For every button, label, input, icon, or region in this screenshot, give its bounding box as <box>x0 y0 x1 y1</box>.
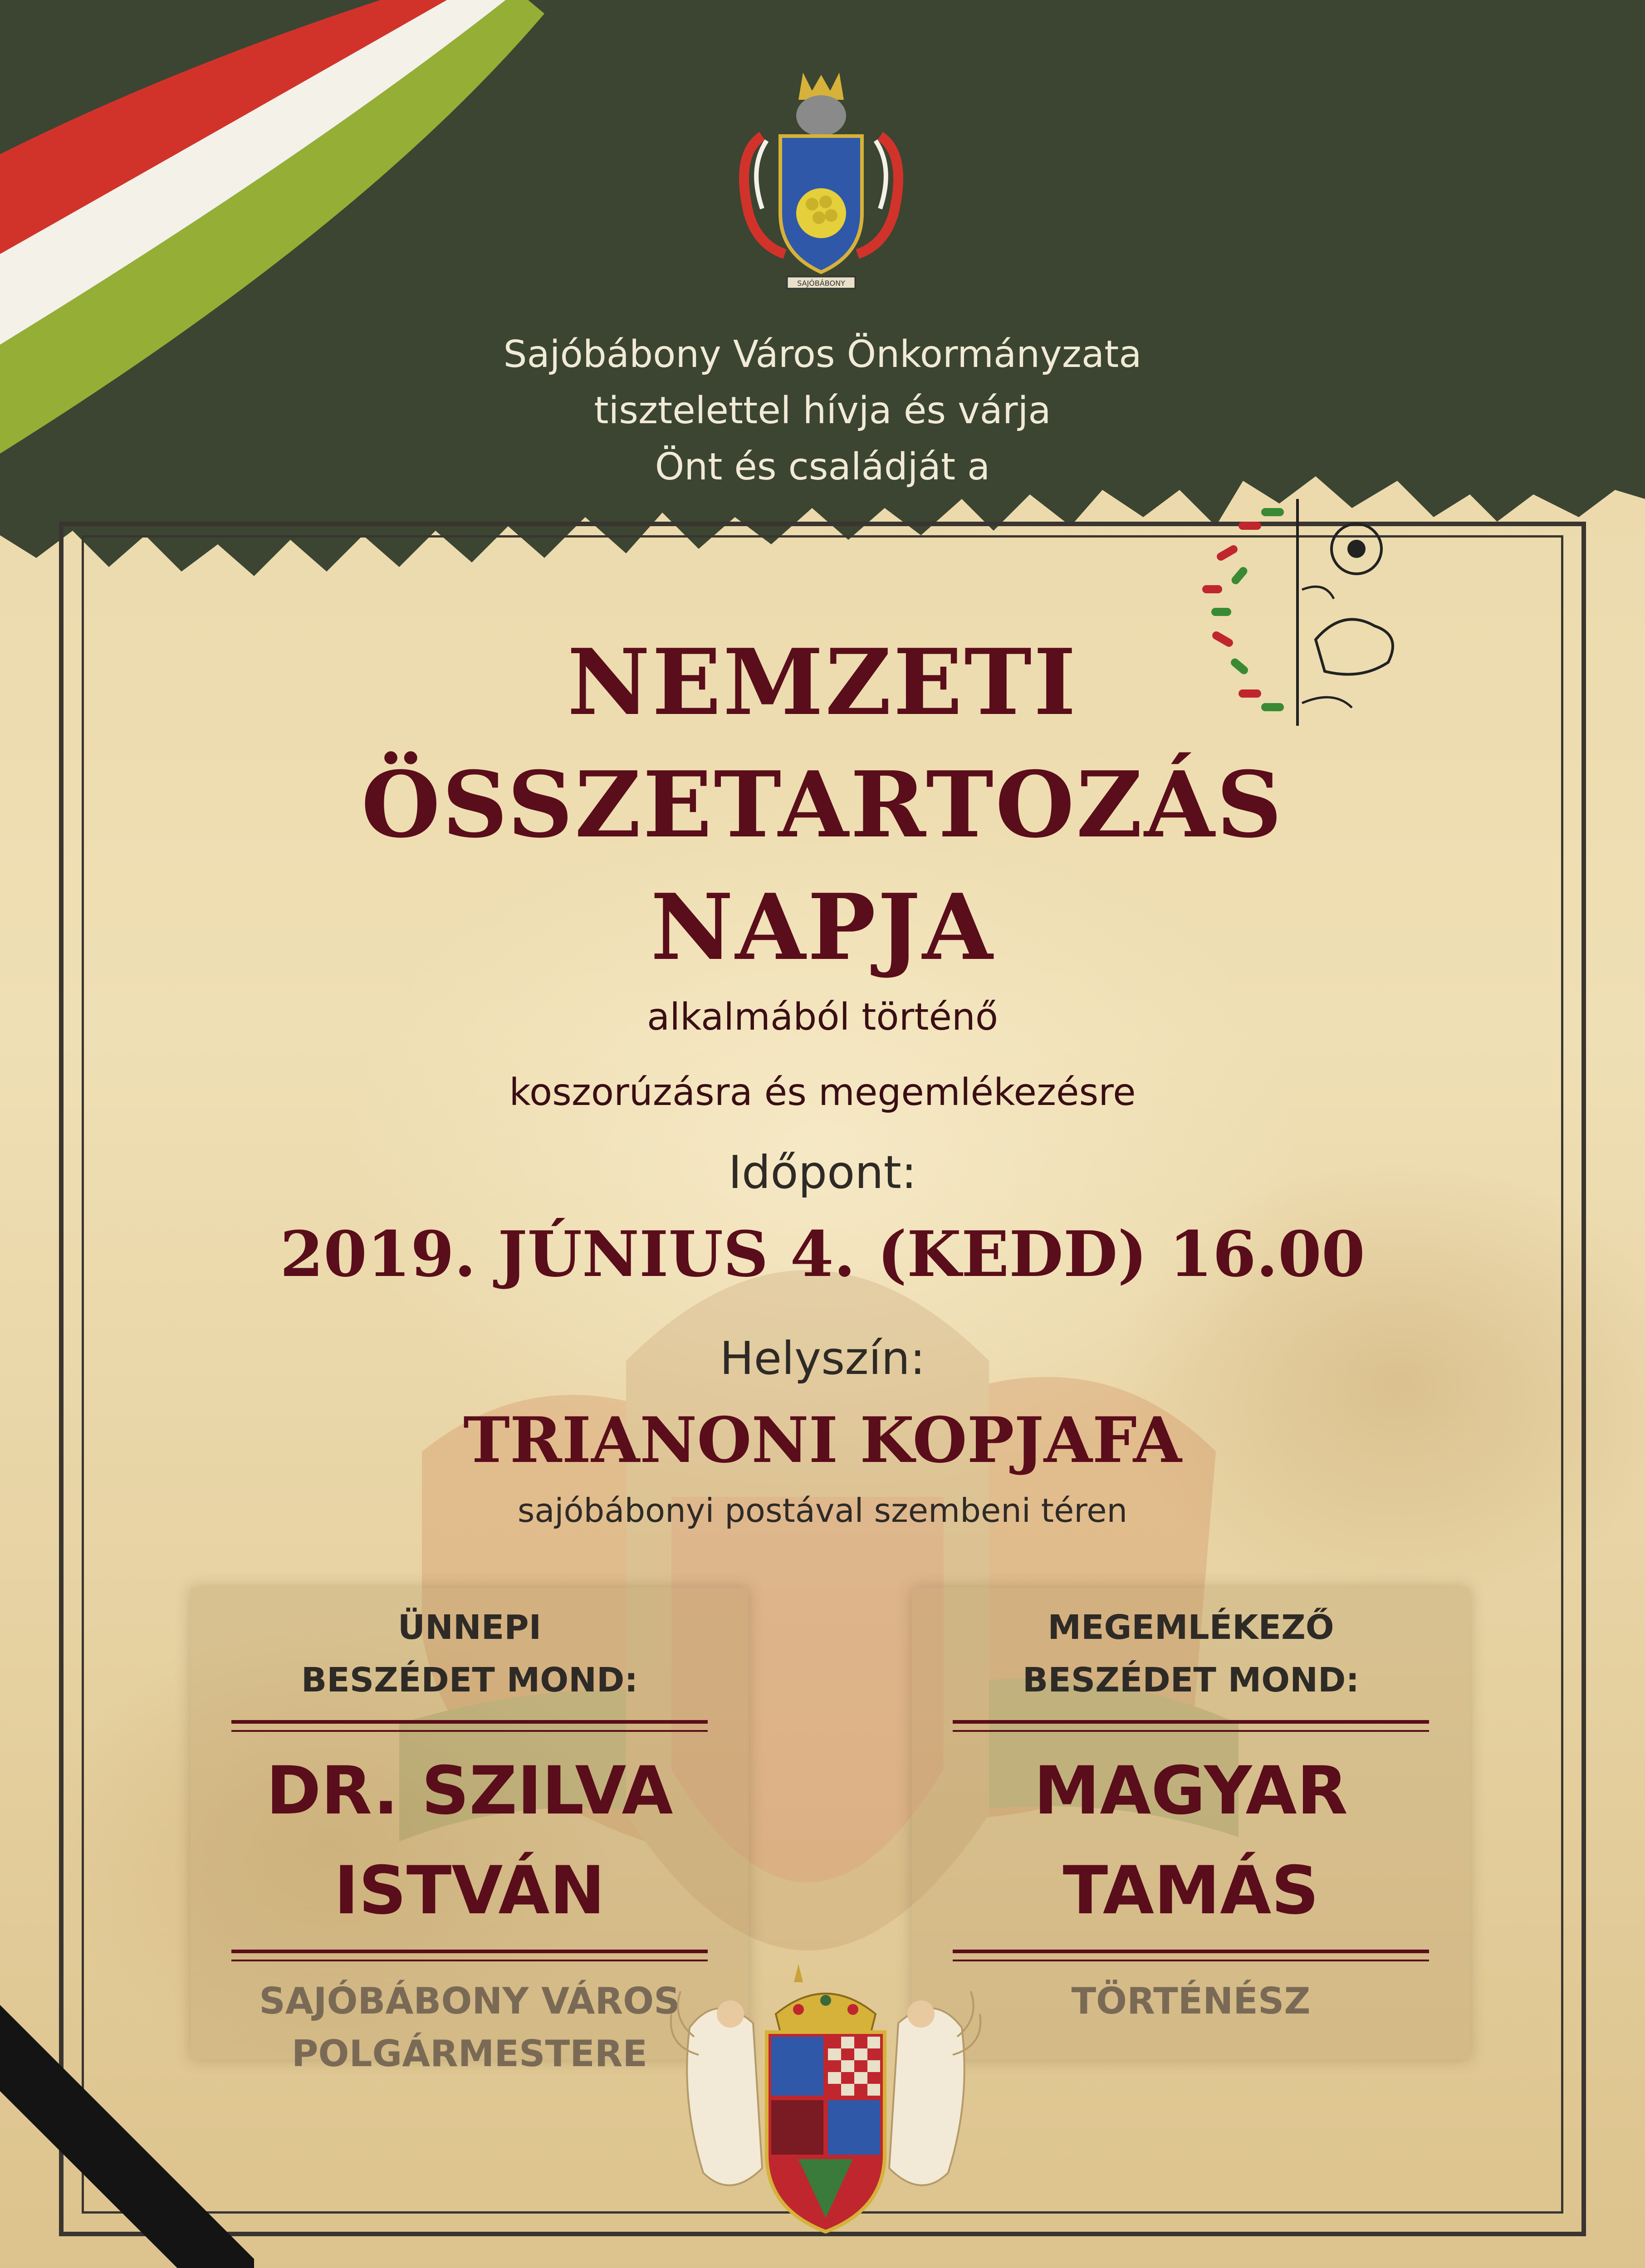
divider <box>231 1720 708 1732</box>
occasion-line-1: alkalmából történő <box>646 996 999 1039</box>
event-place: TRIANONI KOPJAFA <box>463 1403 1182 1477</box>
crest-banner-text: SAJÓBÁBONY <box>797 279 845 288</box>
speaker-position-line-1: TÖRTÉNÉSZ <box>1071 1980 1311 2022</box>
title-line-1: NEMZETI <box>567 629 1078 736</box>
speaker-role-line-2: BESZÉDET MOND: <box>1022 1661 1360 1700</box>
speaker-name <box>191 1741 749 1941</box>
speaker-role-line-1: MEGEMLÉKEZŐ <box>1048 1608 1334 1647</box>
speaker-card <box>912 1588 1470 2059</box>
speaker-name-line-2: ISTVÁN <box>334 1852 605 1929</box>
speaker-name-line-2: TAMÁS <box>1062 1852 1319 1929</box>
divider <box>953 1950 1429 1961</box>
event-date-time: 2019. JÚNIUS 4. (KEDD) 16.00 <box>280 1217 1365 1291</box>
speaker-role-line-1: ÜNNEPI <box>397 1608 542 1647</box>
main-title <box>0 621 1645 989</box>
divider <box>231 1950 708 1961</box>
time-label: Időpont: <box>728 1146 917 1199</box>
speaker-role <box>191 1601 749 1706</box>
header-line-2: tisztelettel hívja és várja <box>594 389 1051 432</box>
place-label: Helyszín: <box>720 1332 925 1385</box>
header-line-1: Sajóbábony Város Önkormányzata <box>503 333 1142 376</box>
speaker-name <box>912 1741 1470 1941</box>
city-coat-of-arms-icon <box>730 64 912 290</box>
speaker-name-line-1: DR. SZILVA <box>266 1752 673 1829</box>
speaker-position-line-2: POLGÁRMESTERE <box>291 2033 648 2075</box>
title-line-3: NAPJA <box>650 874 995 981</box>
place-note: sajóbábonyi postával szembeni téren <box>517 1491 1128 1530</box>
occasion-text <box>0 980 1645 1130</box>
speaker-role <box>912 1601 1470 1706</box>
speaker-name-line-1: MAGYAR <box>1033 1752 1348 1829</box>
header-text <box>0 327 1645 495</box>
speaker-position-line-1: SAJÓBÁBONY VÁROS <box>259 1980 680 2022</box>
title-line-2: ÖSSZETARTOZÁS <box>361 752 1284 858</box>
speaker-role-line-2: BESZÉDET MOND: <box>301 1661 638 1700</box>
speaker-position <box>912 1975 1470 2028</box>
occasion-line-2: koszorúzásra és megemlékezésre <box>509 1071 1136 1114</box>
divider <box>953 1720 1429 1732</box>
header-line-3: Önt és családját a <box>655 445 990 489</box>
mourning-ribbon-icon <box>0 2005 254 2268</box>
hungarian-coat-of-arms-with-angels-icon <box>662 1964 989 2236</box>
